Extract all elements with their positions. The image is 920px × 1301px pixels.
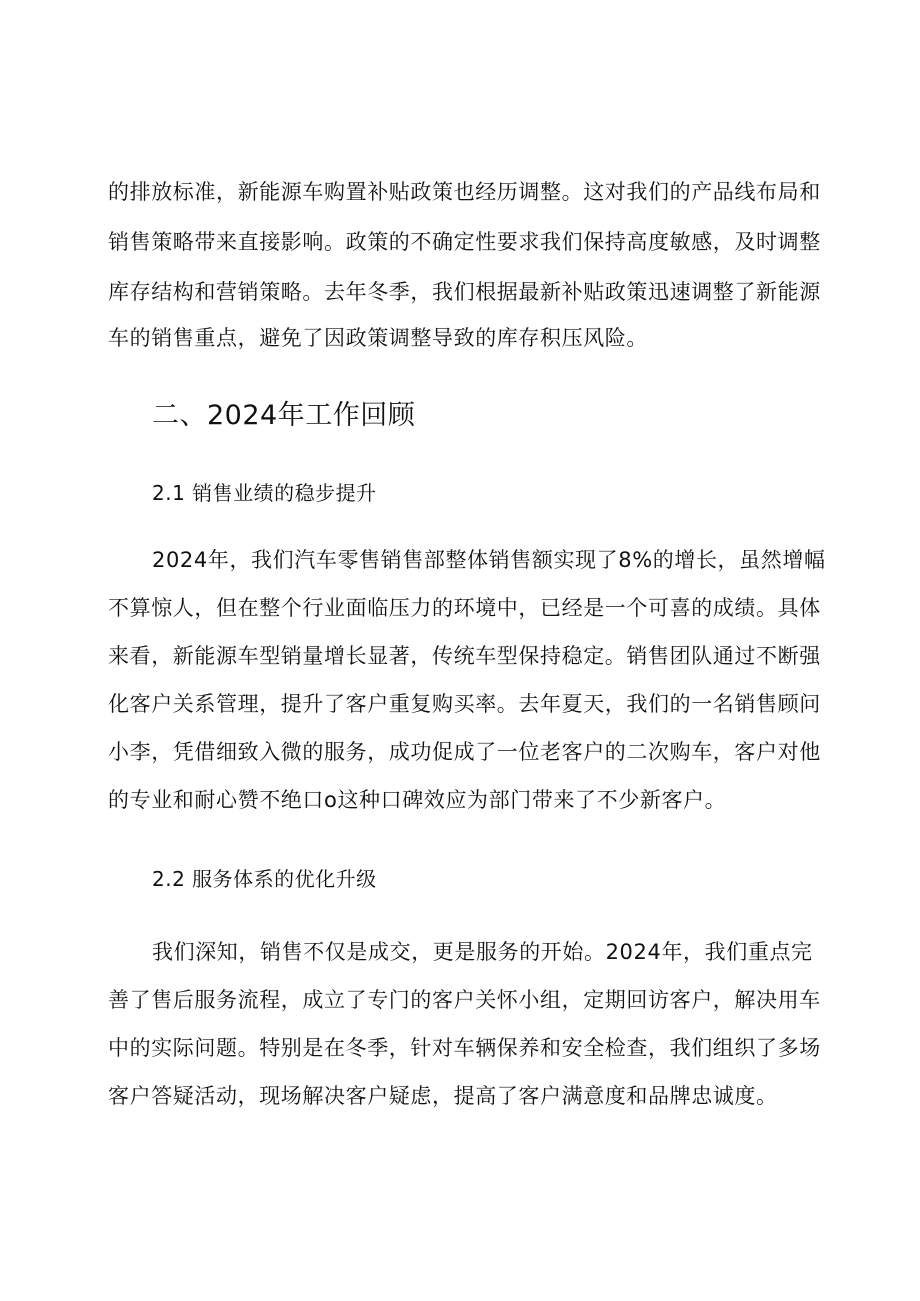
intro-line-2: 销售策略带来直接影响。政策的不确定性要求我们保持高度敏感，及时调整: [108, 230, 821, 254]
subsection-2-2-title: 2.2 服务体系的优化升级: [152, 867, 377, 891]
service-line-1: 我们深知，销售不仅是成交，更是服务的开始。2024年，我们重点完: [152, 940, 813, 964]
service-line-4: 客户答疑活动，现场解决客户疑虑，提高了客户满意度和品牌忠诚度。: [108, 1084, 778, 1108]
intro-line-3: 库存结构和营销策略。去年冬季，我们根据最新补贴政策迅速调整了新能源: [108, 280, 821, 304]
service-line-3: 中的实际问题。特别是在冬季，针对车辆保养和安全检查，我们组织了多场: [108, 1036, 821, 1060]
subsection-2-1-title: 2.1 销售业绩的稳步提升: [152, 481, 377, 505]
intro-line-1: 的排放标准，新能源车购置补贴政策也经历调整。这对我们的产品线布局和: [108, 180, 821, 204]
sales-line-4: 化客户关系管理，提升了客户重复购买率。去年夏天，我们的一名销售顾问: [108, 692, 821, 716]
intro-line-4: 车的销售重点，避免了因政策调整导致的库存积压风险。: [108, 326, 648, 350]
service-line-2: 善了售后服务流程，成立了专门的客户关怀小组，定期回访客户，解决用车: [108, 988, 821, 1012]
sales-line-1: 2024年，我们汽车零售销售部整体销售额实现了8%的增长，虽然增幅: [152, 548, 826, 572]
sales-line-5: 小李，凭借细致入微的服务，成功促成了一位老客户的二次购车，客户对他: [108, 740, 821, 764]
section-heading: 二、2024年工作回顾: [152, 400, 416, 431]
sales-line-3: 来看，新能源车型销量增长显著，传统车型保持稳定。销售团队通过不断强: [108, 644, 821, 668]
sales-line-2: 不算惊人，但在整个行业面临压力的环境中，已经是一个可喜的成绩。具体: [108, 596, 821, 620]
sales-line-6: 的专业和耐心赞不绝口o这种口碑效应为部门带来了不少新客户。: [108, 788, 727, 812]
